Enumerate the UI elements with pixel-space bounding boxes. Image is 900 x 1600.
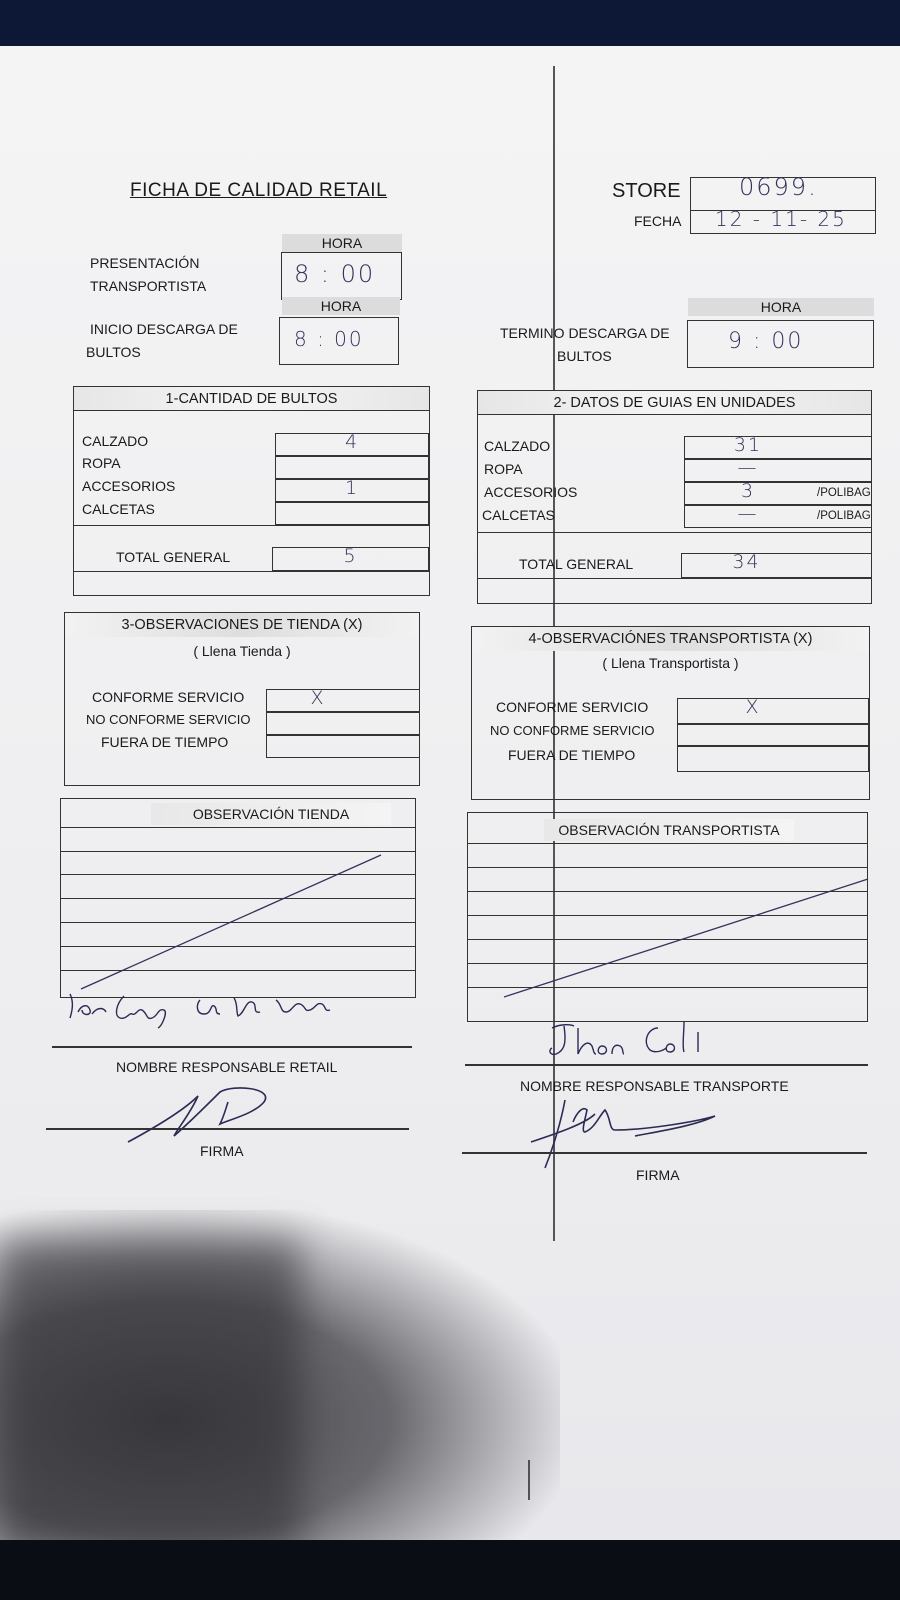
hora-header-inicio: HORA xyxy=(282,297,400,315)
guias-value-accesorios: 3 xyxy=(740,480,756,502)
store-field[interactable] xyxy=(690,173,876,211)
tienda-option-conforme: CONFORME SERVICIO xyxy=(92,689,245,705)
bultos-total-value: 5 xyxy=(343,545,358,567)
transp-option-fuera: FUERA DE TIEMPO xyxy=(508,747,636,763)
guias-total-label: TOTAL GENERAL xyxy=(519,556,634,572)
tienda-option-no-conforme: NO CONFORME SERVICIO xyxy=(86,712,251,727)
bultos-total-label: TOTAL GENERAL xyxy=(116,549,231,565)
guias-field-ropa[interactable] xyxy=(684,459,872,482)
guias-unit-calcetas: /POLIBAG xyxy=(817,510,871,522)
datos-guias-header: 2- DATOS DE GUIAS EN UNIDADES xyxy=(478,391,871,415)
bultos-label-accesorios: ACCESORIOS xyxy=(82,478,176,494)
hora-header-termino: HORA xyxy=(688,298,874,316)
bultos-label-calcetas: CALCETAS xyxy=(82,501,155,517)
guias-value-ropa: — xyxy=(737,457,759,479)
bultos-field-calcetas[interactable] xyxy=(275,502,429,525)
obs-tienda-strike xyxy=(61,799,417,999)
transp-mark-conforme: X xyxy=(745,696,761,718)
store-label: STORE xyxy=(612,180,681,202)
guias-unit-accesorios: /POLIBAG xyxy=(817,487,871,499)
termino-label-2: BULTOS xyxy=(557,348,612,364)
hora-header: HORA xyxy=(282,234,402,252)
retail-firma-label: FIRMA xyxy=(200,1143,244,1159)
tienda-option-fuera: FUERA DE TIEMPO xyxy=(101,734,229,750)
guias-value-calzado: 31 xyxy=(733,434,763,456)
tienda-check-conforme[interactable] xyxy=(266,689,420,712)
guias-field-calcetas[interactable] xyxy=(684,505,872,528)
guias-label-ropa: ROPA xyxy=(484,461,523,477)
guias-value-calcetas: — xyxy=(737,503,759,525)
observacion-transportista-box[interactable] xyxy=(467,812,868,1022)
tienda-mark-conforme: X xyxy=(310,687,326,709)
inicio-time-value: 8 : 00 xyxy=(294,327,364,351)
bultos-field-accesorios[interactable] xyxy=(275,479,429,502)
guias-field-calzado[interactable] xyxy=(684,436,872,459)
bultos-field-ropa[interactable] xyxy=(275,456,429,479)
background-bottom xyxy=(0,1540,900,1600)
obs-transportista-sub: ( Llena Transportista ) xyxy=(602,655,739,671)
bultos-total-field[interactable] xyxy=(272,547,429,571)
form-title: FICHA DE CALIDAD RETAIL xyxy=(130,180,388,201)
fecha-value: 12 - 11- 25 xyxy=(715,207,847,231)
guias-field-accesorios[interactable] xyxy=(684,482,872,505)
retail-name-label: NOMBRE RESPONSABLE RETAIL xyxy=(116,1059,338,1075)
inicio-time-field[interactable] xyxy=(279,317,399,365)
guias-label-calcetas: CALCETAS xyxy=(482,507,555,523)
transp-check-conforme[interactable] xyxy=(677,698,869,724)
store-value: 0699. xyxy=(739,173,818,201)
presentacion-label: PRESENTACIÓN xyxy=(90,255,200,271)
transp-option-conforme: CONFORME SERVICIO xyxy=(496,699,649,715)
inicio-label: INICIO DESCARGA DE xyxy=(90,321,238,337)
retail-name-signature xyxy=(62,982,362,1030)
obs-transportista-header: 4-OBSERVACIÓNES TRANSPORTISTA (X) xyxy=(472,627,869,651)
bultos-value-accesorios: 1 xyxy=(344,477,360,499)
obs-tienda-header: 3-OBSERVACIONES DE TIENDA (X) xyxy=(65,613,419,637)
obs-transp-strike xyxy=(468,813,869,1023)
guias-total-value: 34 xyxy=(732,551,761,573)
guias-divider xyxy=(477,532,872,533)
bultos-value-calzado: 4 xyxy=(344,431,360,453)
termino-time-field[interactable] xyxy=(687,320,874,368)
obs-tienda-sub: ( Llena Tienda ) xyxy=(193,643,291,659)
termino-label: TERMINO DESCARGA DE xyxy=(500,325,670,341)
bultos-label-ropa: ROPA xyxy=(82,455,121,471)
bultos-label-calzado: CALZADO xyxy=(82,433,149,449)
inicio-label-2: BULTOS xyxy=(86,344,141,360)
transporte-name-label: NOMBRE RESPONSABLE TRANSPORTE xyxy=(520,1078,789,1094)
bultos-divider xyxy=(73,525,430,526)
transporte-name-signature xyxy=(548,1018,728,1062)
transporte-firma-line xyxy=(462,1152,867,1154)
tienda-check-no-conforme[interactable] xyxy=(266,712,420,735)
transp-option-no-conforme: NO CONFORME SERVICIO xyxy=(490,723,655,738)
observacion-transportista-header: OBSERVACIÓN TRANSPORTISTA xyxy=(544,819,794,841)
transporte-name-line xyxy=(465,1064,868,1066)
observacion-tienda-header: OBSERVACIÓN TIENDA xyxy=(151,803,391,825)
bultos-field-calzado[interactable] xyxy=(275,433,429,456)
tienda-check-fuera[interactable] xyxy=(266,735,420,758)
guias-bottom-line xyxy=(477,578,872,579)
retail-firma-line xyxy=(46,1128,409,1130)
guias-label-accesorios: ACCESORIOS xyxy=(484,484,578,500)
fecha-label: FECHA xyxy=(634,213,682,229)
transp-check-no-conforme[interactable] xyxy=(677,724,869,746)
bultos-bottom-line xyxy=(73,571,430,572)
presentacion-time-value: 8 : 00 xyxy=(294,260,376,288)
transporte-firma-label: FIRMA xyxy=(636,1167,680,1183)
fecha-field[interactable] xyxy=(690,207,876,234)
fold-line-lower xyxy=(528,1460,530,1500)
guias-total-field[interactable] xyxy=(681,553,872,578)
transporte-signature xyxy=(525,1092,725,1172)
retail-name-line xyxy=(52,1046,412,1048)
presentacion-label-2: TRANSPORTISTA xyxy=(90,278,207,294)
observacion-tienda-box[interactable] xyxy=(60,798,416,998)
guias-label-calzado: CALZADO xyxy=(484,438,551,454)
transp-check-fuera[interactable] xyxy=(677,746,869,772)
presentacion-time-field[interactable] xyxy=(281,252,402,300)
cantidad-bultos-header: 1-CANTIDAD DE BULTOS xyxy=(74,387,429,411)
termino-time-value: 9 : 00 xyxy=(728,329,804,354)
